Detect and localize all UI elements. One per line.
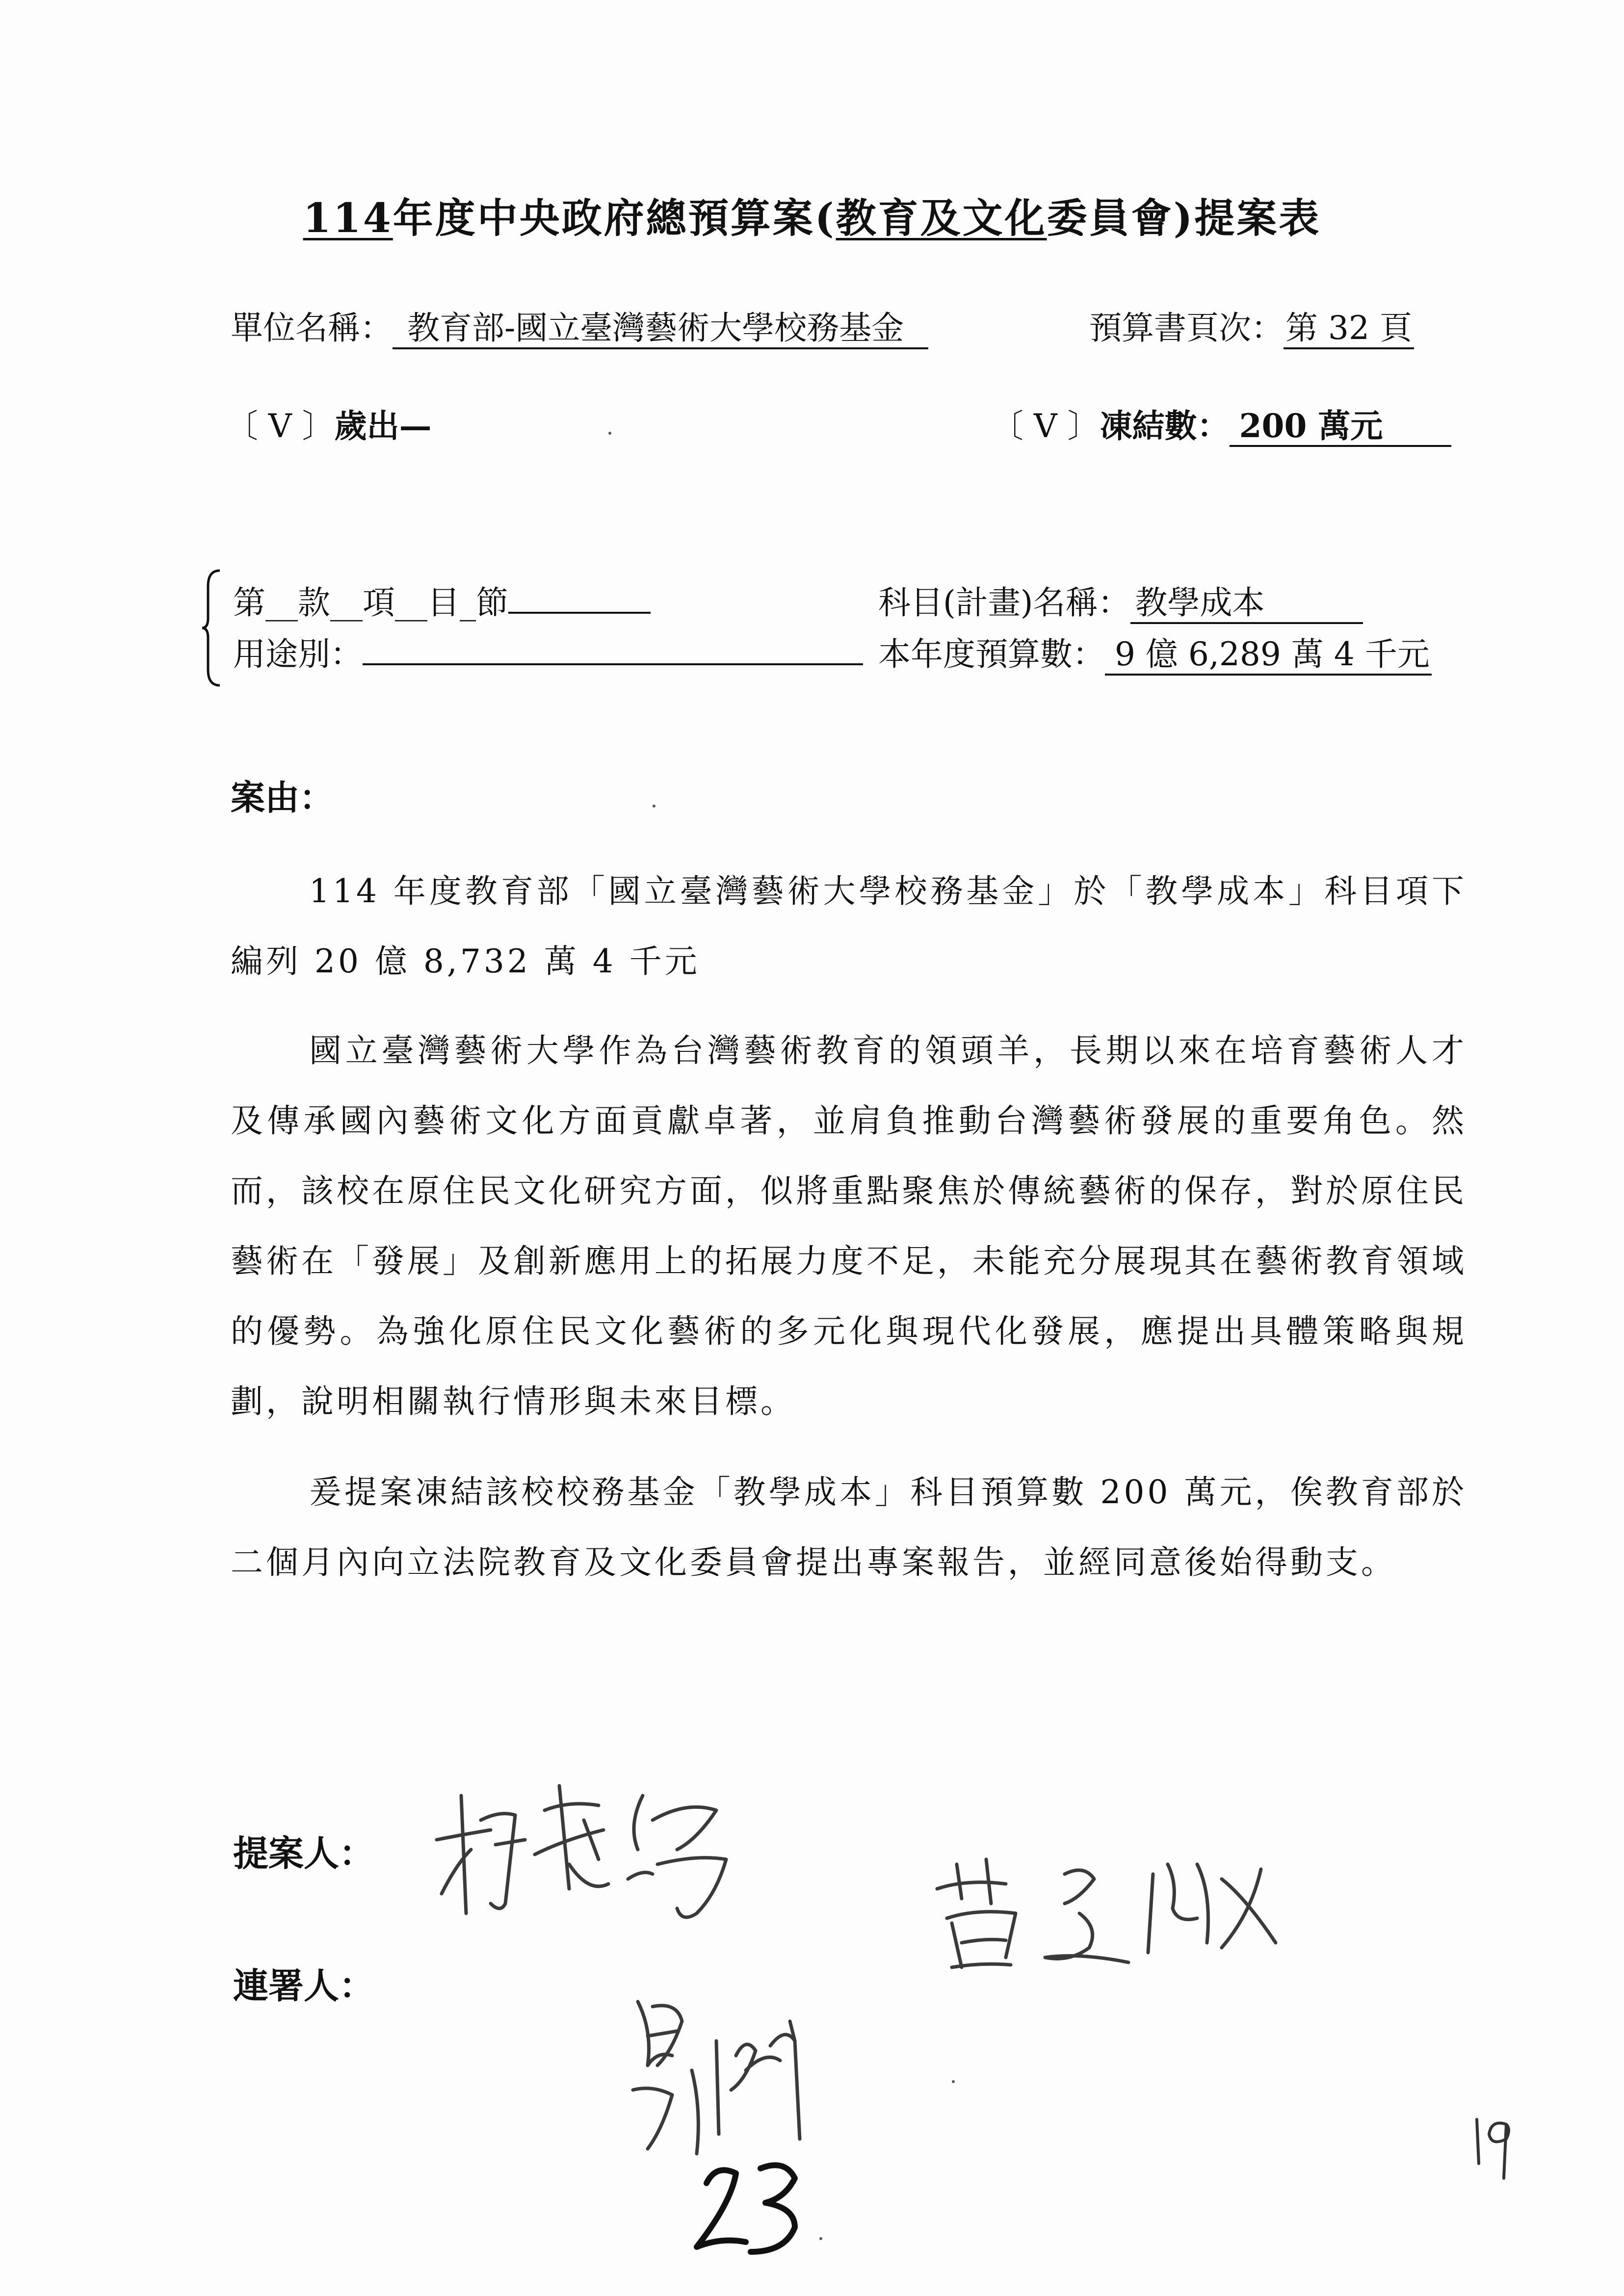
case-paragraph-2: 國立臺灣藝術大學作為台灣藝術教育的領頭羊，長期以來在培育藝術人才及傳承國內藝術文化方面貢獻卓著，並肩負推動台灣藝術發展的重要角色。然而，該校在原住民文化研究方面，似將重點聚焦於傳統藝術的保存，對於原住民藝術在「發展」及創新應用上的拓展力度不足，未能充分展現其在藝術教育領域的優勢。為強化原住民文化藝術的多元化與現代化發展，應提出具體策略與規劃，說明相關執行情形與未來目標。	[231, 1032, 1467, 1420]
title-part2: 委員會)提案表	[1047, 195, 1321, 242]
expense-checkbox: 〔 V 〕	[226, 407, 335, 445]
cosigner-signature-2	[618, 1992, 932, 2267]
section-blank	[508, 579, 651, 614]
title-committee: 教育及文化	[836, 195, 1047, 242]
amount-label: 本年度預算數：	[878, 635, 1105, 673]
unit-row	[231, 302, 928, 349]
page-ref-label: 預算書頁次：	[1089, 309, 1283, 347]
subject-row	[878, 576, 1363, 624]
subject-label: 科目(計畫)名稱：	[878, 584, 1130, 622]
section-text: 第__款__項__目_節	[233, 584, 508, 622]
amount-value: 9 億 6,289 萬 4 千元	[1105, 637, 1432, 676]
brace-bracket	[201, 567, 221, 689]
cosigner-label: 連署人：	[233, 1965, 375, 2007]
scan-speck	[653, 805, 655, 808]
freeze-checkbox: 〔 V 〕	[991, 407, 1100, 445]
expense-row	[226, 400, 432, 446]
scan-speck	[819, 2237, 822, 2240]
expense-label: 歲出—	[334, 407, 432, 445]
usage-row	[233, 628, 863, 675]
case-heading: 案由：	[231, 777, 334, 818]
unit-value: 教育部-國立臺灣藝術大學校務基金	[393, 311, 928, 349]
proposer-label: 提案人：	[233, 1832, 375, 1874]
amount-row	[878, 628, 1432, 676]
usage-label: 用途別：	[233, 635, 363, 673]
scan-speck	[608, 432, 611, 435]
section-row	[233, 576, 651, 623]
page-ref-value: 第 32 頁	[1283, 311, 1414, 349]
case-paragraph-3: 爰提案凍結該校校務基金「教學成本」科目預算數 200 萬元，俟教育部於二個月內向立法院教育及文化委員會提出專案報告，並經同意後始得動支。	[231, 1473, 1467, 1581]
page-title	[0, 186, 1624, 244]
case-paragraph-1: 114 年度教育部「國立臺灣藝術大學校務基金」於「教學成本」科目項下編列 20 億 8,732 萬 4 千元	[231, 872, 1467, 980]
page-number-handwritten	[1467, 2110, 1521, 2183]
proposer-signature	[422, 1766, 775, 1928]
title-year: 114	[303, 195, 393, 242]
scan-speck	[952, 2080, 955, 2083]
freeze-row	[991, 400, 1451, 447]
subject-value: 教學成本	[1130, 585, 1363, 624]
unit-label: 單位名稱：	[231, 309, 393, 347]
freeze-label: 凍結數：	[1100, 407, 1230, 445]
page-ref-row	[1089, 302, 1414, 349]
title-part1: 年度中央政府總預算案(	[393, 195, 836, 242]
freeze-value: 200 萬元	[1230, 408, 1452, 447]
usage-blank	[363, 631, 863, 665]
cosigner-signature-1	[922, 1845, 1305, 1982]
